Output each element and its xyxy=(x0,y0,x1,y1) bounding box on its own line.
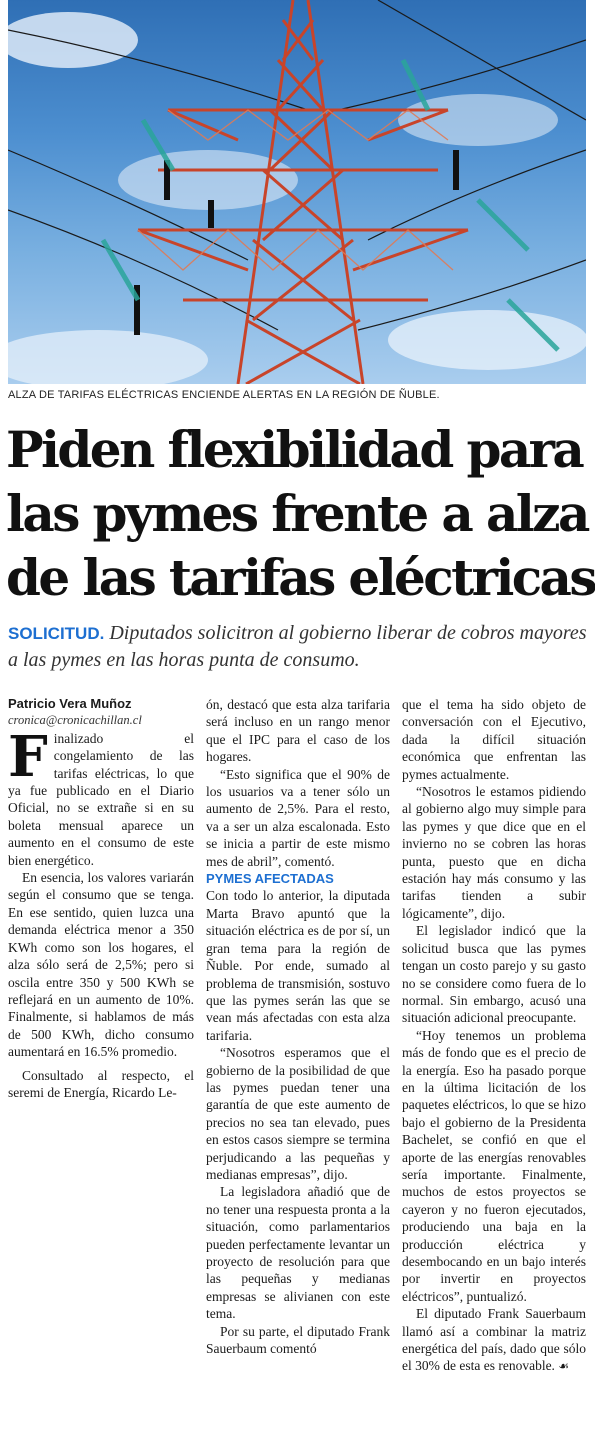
paragraph-6: Con todo lo anterior, la diputada Marta Bravo apuntó que la situación eléctrica es de por sí, un gran tema para la región de Ñuble. Por ende, sumado al problema de transmisión, sostuvo que las pymes serán las que se vean más afectadas con esta alza tarifaria. xyxy=(206,888,390,1043)
paragraph-11: “Nosotros le estamos pidiendo al gobierno algo muy simple para las pymes y que dice que en el invierno no se cobren las horas punta, puesto que en dicha estación hay más consumo y las tarifas tienden a subir lógicamente”, dijo. xyxy=(402,784,586,921)
deck xyxy=(8,620,588,673)
paragraph-1 xyxy=(8,723,194,869)
paragraph-3: Consultado al respecto, el seremi de Energía, Ricardo Le- xyxy=(8,1067,194,1100)
drop-cap: F xyxy=(8,723,48,790)
paragraph-5: “Esto significa que el 90% de los usuarios va a tener sólo un aumento de 2,5%. Para el resto, va a ser un alza escalonada. Esto se inicia a partir de este mismo mes de abril”, comentó. xyxy=(206,766,390,869)
end-mark-icon: ☙ xyxy=(558,1359,570,1374)
byline-author: Patricio Vera Muñoz xyxy=(8,696,132,711)
paragraph-13: “Hoy tenemos un problema más de fondo que es el precio de la energía. Eso ha pasado porque en la última licitación de los paquetes eléctricos, lo que se hizo bajo el gobierno de la Presidenta Bachelet, se confió en que el aporte de las energías renovables sería importante. Finalmente, muchos de estos proyectos se cayeron y no fueron ejecutados, produciendo una baja en la producción eléctrica y desembocando en un bajo interés por invertir en proyectos eléctricos”, puntualizó. xyxy=(402,1027,586,1304)
article-column-2 xyxy=(206,696,390,1357)
paragraph-2: En esencia, los valores variarán según el consumo que se tenga. En ese sentido, quien luzca una demanda eléctrica menor a 350 KWh como son los hogares, el alza sólo será de 2,5%; pero si oscila entre 350 y 500 KWh se reflejará en un aumento de 10%. Finalmente, si hablamos de más de 500 KWh, dicho consumo aumentará en 16.5% promedio. xyxy=(8,870,194,1060)
power-tower-illustration xyxy=(8,0,586,384)
headline-line-1: Piden flexibilidad para xyxy=(6,420,583,479)
photo-caption: ALZA DE TARIFAS ELÉCTRICAS ENCIENDE ALERTAS EN LA REGIÓN DE ÑUBLE. xyxy=(8,389,440,401)
headline-line-2: las pymes frente a alza xyxy=(6,484,588,543)
paragraph-12: El legislador indicó que la solicitud busca que las pymes tengan un costo parejo y su gasto no se considere como fuera de lo normal. Sin embargo, acusó una situación adicional preocupante. xyxy=(402,923,586,1026)
paragraph-8: La legisladora añadió que de no tener una respuesta pronta a la situación, como parlamentarios pueden perfectamente levantar un proyecto de resolución para que las pequeñas y medianas empresas se alivianen con este tema. xyxy=(206,1184,390,1322)
deck-text: Diputados solicitron al gobierno liberar de cobros mayores a las pymes en las horas punta de consumo. xyxy=(8,622,587,671)
paragraph-4: ón, destacó que esta alza tarifaria será incluso en un rango menor que el IPC para el caso de los hogares. xyxy=(206,697,390,765)
headline-line-3: de las tarifas eléctricas xyxy=(6,548,595,607)
paragraph-14-text: El diputado Frank Sauerbaum llamó así a combinar la matriz energética del país, dado que sólo el 30% de esta es renovable. xyxy=(402,1306,586,1374)
paragraph-9: Por su parte, el diputado Frank Sauerbaum comentó xyxy=(206,1323,390,1357)
paragraph-14 xyxy=(402,1305,586,1376)
paragraph-7: “Nosotros esperamos que el gobierno de la posibilidad de que las pymes puedan tener una garantía de que este aumento de precios no sea tan elevado, pues en estos casos siempre se termina perjudicando a las pequeñas y medianas empresas”, dijo. xyxy=(206,1045,390,1182)
article-column-1 xyxy=(8,695,194,1101)
article-column-3 xyxy=(402,696,586,1376)
paragraph-1-text: inalizado el congelamiento de las tarifas eléctricas, lo que ya fue publicado en el Diario Oficial, no se extrañe si en su boleta mensual aparece un aumento en el consumo de este bien energético. xyxy=(8,730,194,868)
paragraph-10: que el tema ha sido objeto de conversación con el Ejecutivo, dada la difícil situación económica que enfrentan las pymes actualmente. xyxy=(402,697,586,782)
headline xyxy=(6,418,595,610)
deck-kicker: SOLICITUD. xyxy=(8,624,105,643)
subhead-pymes: PYMES AFECTADAS xyxy=(206,871,334,887)
article-photo xyxy=(8,0,586,384)
byline-email: cronica@cronicachillan.cl xyxy=(8,713,142,728)
